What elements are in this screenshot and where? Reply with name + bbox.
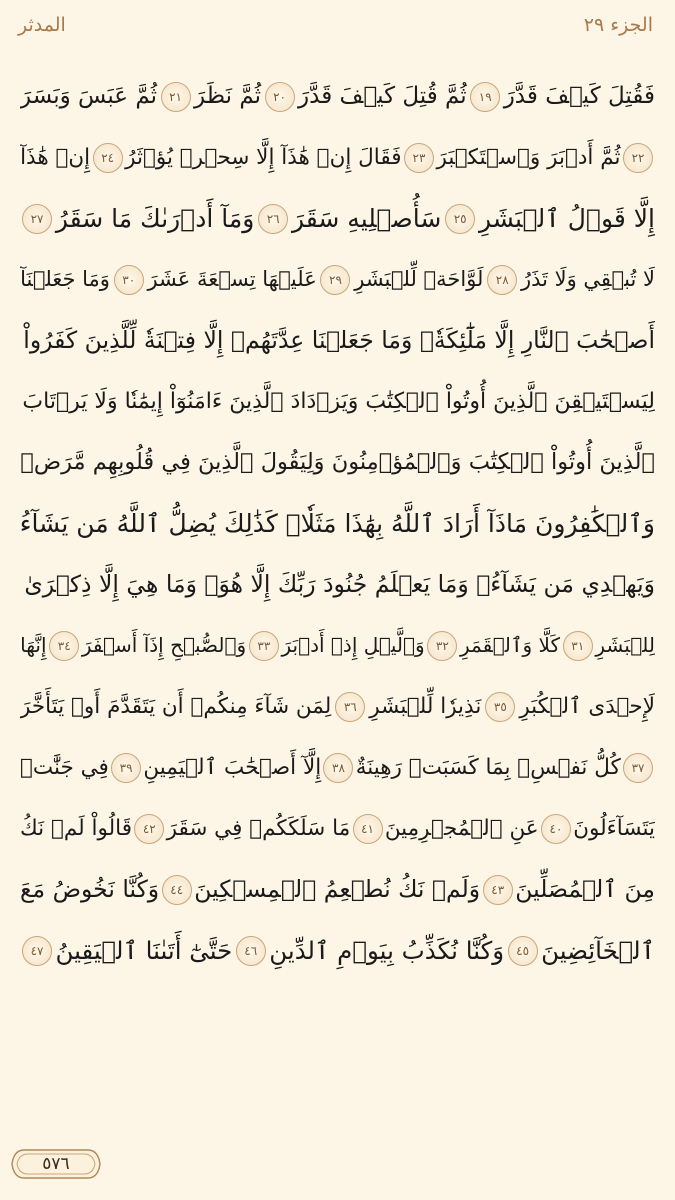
verse-text: لِلۡبَشَرِ (595, 633, 655, 657)
verse-text: سَأُصۡلِيهِ سَقَرَ (291, 204, 442, 233)
verse-text: ٱلَّذِينَ أُوتُواْ ٱلۡكِتَٰبَ وَٱلۡمُؤۡمِنُونَ وَلِيَقُولَ ٱلَّذِينَ فِي قُلُوبِهِم مَّرَضٞ (20, 449, 655, 475)
ayah-number-marker: ٣٥ (485, 692, 515, 722)
ayah-number-marker: ٣٦ (335, 692, 365, 722)
ayah-number-marker: ٤٧ (22, 936, 52, 966)
verse-text: كُلُّ نَفۡسِۭ بِمَا كَسَبَتۡ رَهِينَةٌ (355, 755, 621, 780)
verse-text: وَٱلۡكَٰفِرُونَ مَاذَآ أَرَادَ ٱللَّهُ بِهَٰذَا مَثَلٗاۚ كَذَٰلِكَ يُضِلُّ ٱللَّهُ مَن يَشَآءُ (20, 509, 655, 538)
verse-text: نَذِيرٗا لِّلۡبَشَرِ (369, 694, 482, 719)
ayah-number-marker: ٢٧ (22, 204, 52, 234)
ayah-number-marker: ٣٠ (114, 265, 144, 295)
ayah-number-marker: ٤٠ (541, 814, 571, 844)
ayah-number-marker: ٢٢ (623, 143, 653, 173)
text-line (20, 493, 655, 554)
verse-text: كَلَّا وَٱلۡقَمَرِ (460, 633, 561, 657)
text-line (20, 66, 655, 127)
verse-text: ثُمَّ أَدۡبَرَ وَٱسۡتَكۡبَرَ (436, 145, 621, 170)
verse-text: ثُمَّ عَبَسَ وَبَسَرَ (20, 83, 158, 109)
ayah-number-marker: ٣٧ (623, 753, 653, 783)
text-line (20, 920, 655, 981)
verse-text: حَتَّىٰٓ أَتَىٰنَا ٱلۡيَقِينُ (55, 936, 233, 965)
text-line (20, 737, 655, 798)
verse-text: وَٱلَّيۡلِ إِذۡ أَدۡبَرَ (281, 633, 425, 657)
verse-text: وَيَهۡدِي مَن يَشَآءُۚ وَمَا يَعۡلَمُ جُنُودَ رَبِّكَ إِلَّا هُوَۚ وَمَا هِيَ إِلَّا ذِكۡرَىٰ (24, 570, 655, 598)
ayah-number-marker: ٣٢ (427, 631, 457, 661)
ayah-number-marker: ٢٣ (404, 143, 434, 173)
ayah-number-marker: ٢٨ (487, 265, 517, 295)
verse-text: إِنۡ هَٰذَآ (20, 145, 91, 170)
verse-text: وَلَمۡ نَكُ نُطۡعِمُ ٱلۡمِسۡكِينَ (194, 875, 481, 903)
verse-text: عَلَيۡهَا تِسۡعَةَ عَشَرَ (147, 267, 317, 291)
ayah-number-marker: ٣٩ (111, 753, 141, 783)
verse-text: لِيَسۡتَيۡقِنَ ٱلَّذِينَ أُوتُواْ ٱلۡكِتَٰبَ وَيَزۡدَادَ ٱلَّذِينَ ءَامَنُوٓاْ إِيمَٰنٗا وَلَا يَرۡتَابَ (22, 389, 655, 414)
verse-text: وَكُنَّا نُكَذِّبُ بِيَوۡمِ ٱلدِّينِ (269, 936, 505, 965)
verse-text: أَصۡحَٰبَ ٱلنَّارِ إِلَّا مَلَٰٓئِكَةٗۙ وَمَا جَعَلۡنَا عِدَّتَهُمۡ إِلَّا فِتۡنَةٗ لِّلَّذِينَ كَفَرُواْ (23, 326, 655, 354)
verse-text: وَمَا جَعَلۡنَآ (20, 267, 110, 291)
ayah-number-marker: ٤٦ (236, 936, 266, 966)
ayah-number-marker: ٤١ (353, 814, 383, 844)
page-number-badge (10, 1146, 102, 1182)
verse-text: لَا تُبۡقِي وَلَا تَذَرُ (520, 267, 655, 291)
verse-text: لِمَن شَآءَ مِنكُمۡ أَن يَتَقَدَّمَ أَوۡ يَتَأَخَّرَ (20, 694, 332, 719)
quran-text-block (20, 66, 655, 981)
ayah-number-marker: ٤٤ (162, 875, 192, 905)
ayah-number-marker: ٤٣ (483, 875, 513, 905)
verse-text: وَمَآ أَدۡرَىٰكَ مَا سَقَرُ (55, 204, 255, 233)
ayah-number-marker: ٢٠ (265, 82, 295, 112)
ayah-number-marker: ٣٤ (49, 631, 79, 661)
ayah-number-marker: ٢٤ (93, 143, 123, 173)
verse-text: وَكُنَّا نَخُوضُ مَعَ (20, 875, 160, 903)
ayah-number-marker: ٤٢ (134, 814, 164, 844)
verse-text: قَالُواْ لَمۡ نَكُ (20, 816, 132, 841)
page-header (0, 0, 675, 60)
verse-text: مِنَ ٱلۡمُصَلِّينَ (515, 875, 655, 903)
ayah-number-marker: ٣١ (563, 631, 593, 661)
ayah-number-marker: ٣٨ (323, 753, 353, 783)
ayah-number-marker: ٢١ (161, 82, 191, 112)
verse-text: ٱلۡخَآئِضِينَ (541, 936, 655, 965)
verse-text: يَتَسَآءَلُونَ (573, 816, 655, 841)
text-line (20, 615, 655, 676)
text-line (20, 676, 655, 737)
verse-text: إِلَّآ أَصۡحَٰبَ ٱلۡيَمِينِ (143, 755, 322, 780)
ayah-number-marker: ٢٦ (258, 204, 288, 234)
verse-text: إِلَّا قَوۡلُ ٱلۡبَشَرِ (478, 204, 655, 233)
text-line (20, 310, 655, 371)
ayah-number-marker: ٢٥ (445, 204, 475, 234)
verse-text: وَٱلصُّبۡحِ إِذَآ أَسۡفَرَ (81, 633, 247, 657)
text-line (20, 554, 655, 615)
ayah-number-marker: ٢٩ (320, 265, 350, 295)
verse-text: مَا سَلَكَكُمۡ فِي سَقَرَ (166, 816, 351, 841)
verse-text: لَوَّاحَةٞ لِّلۡبَشَرِ (354, 267, 484, 291)
verse-text: ثُمَّ نَظَرَ (194, 83, 262, 109)
text-line (20, 432, 655, 493)
text-line (20, 249, 655, 310)
text-line (20, 127, 655, 188)
juz-label: الجزء ٢٩ (583, 14, 653, 36)
text-line (20, 188, 655, 249)
ayah-number-marker: ٣٣ (249, 631, 279, 661)
text-line (20, 371, 655, 432)
verse-text: إِنَّهَا (20, 633, 47, 657)
surah-name: المدثر (18, 14, 66, 36)
ayah-number-marker: ٤٥ (508, 936, 538, 966)
verse-text: فِي جَنَّٰتٖ (20, 755, 109, 780)
verse-text: ثُمَّ قُتِلَ كَيۡفَ قَدَّرَ (298, 83, 467, 109)
verse-text: عَنِ ٱلۡمُجۡرِمِينَ (384, 816, 539, 841)
verse-text: لَإِحۡدَى ٱلۡكُبَرِ (519, 694, 655, 719)
text-line (20, 859, 655, 920)
page-number: ٥٧٦ (42, 1154, 70, 1174)
ayah-number-marker: ١٩ (470, 82, 500, 112)
verse-text: فَقَالَ إِنۡ هَٰذَآ إِلَّا سِحۡرٞ يُؤۡثَرُ (125, 145, 402, 170)
text-line (20, 798, 655, 859)
verse-text: فَقُتِلَ كَيۡفَ قَدَّرَ (503, 83, 655, 109)
